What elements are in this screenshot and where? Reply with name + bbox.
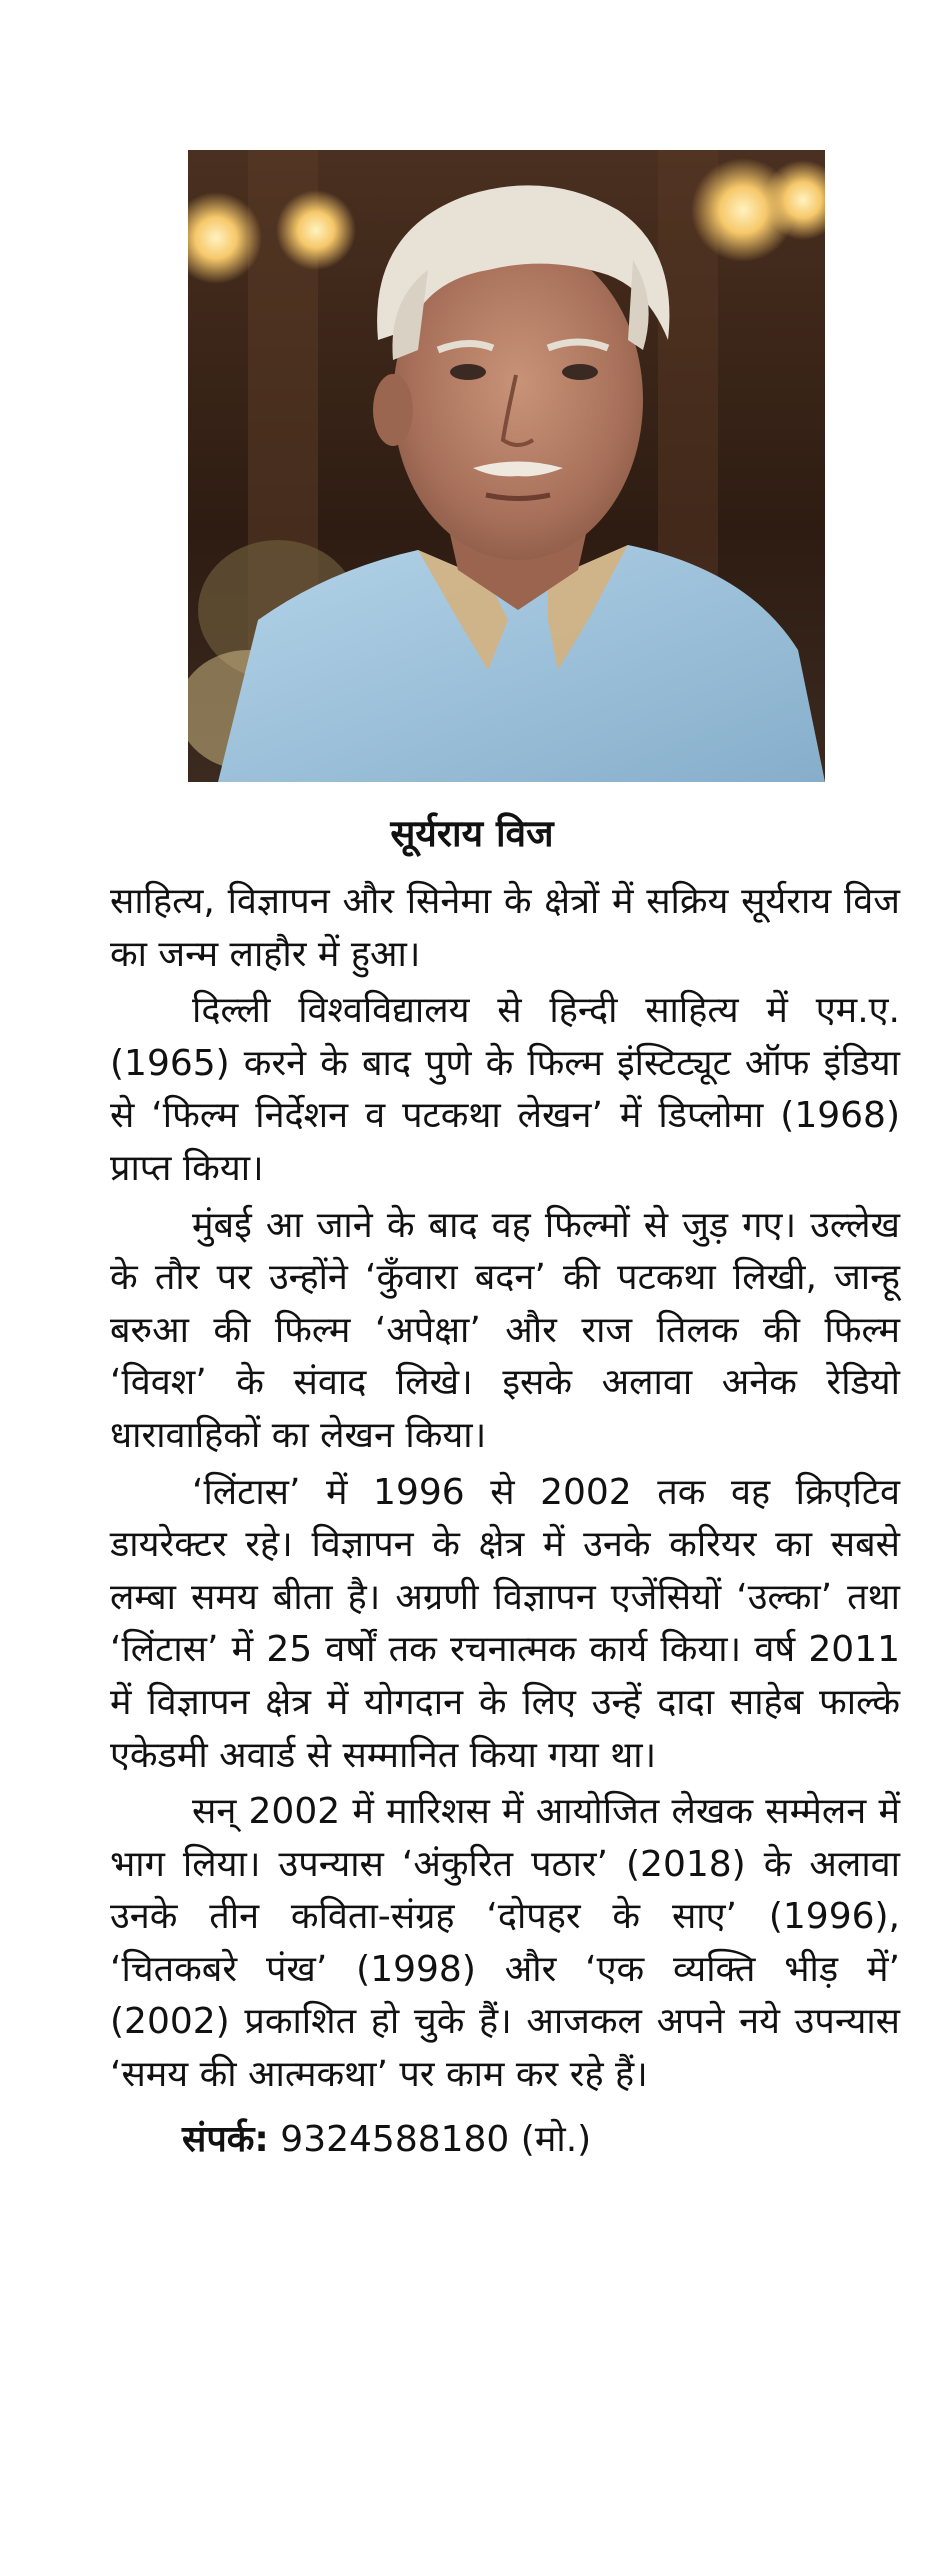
portrait-caption: सूर्यराय विज xyxy=(390,812,554,855)
author-portrait xyxy=(188,150,825,782)
bio-paragraph-advertising: ‘लिंटास’ में 1996 से 2002 तक वह क्रिएटिव डायरेक्टर रहे। विज्ञापन के क्षेत्र में उनके करियर का सबसे लम्बा समय बीता है। अग्रणी विज्ञापन एजेंसियों ‘उल्का’ तथा ‘लिंटास’ में 25 वर्षों तक रचनात्मक कार्य किया। वर्ष 2011 में विज्ञापन क्षेत्र में योगदान के लिए उन्हें दादा साहेब फाल्के एकेडमी अवार्ड से सम्मानित किया गया था। xyxy=(110,1471,900,1776)
contact-phone: 9324588180 xyxy=(280,2118,510,2160)
bio-paragraph-birth: साहित्य, विज्ञापन और सिनेमा के क्षेत्रों में सक्रिय सूर्यराय विज का जन्म लाहौर में हुआ। xyxy=(110,881,900,975)
contact-phone-suffix: (मो.) xyxy=(520,2118,592,2160)
bio-paragraph-education: दिल्ली विश्वविद्यालय से हिन्दी साहित्य में एम.ए. (1965) करने के बाद पुणे के फिल्म इंस्टिट्यूट ऑफ इंडिया से ‘फिल्म निर्देशन व पटकथा लेखन’ में डिप्लोमा (1968) प्राप्त किया। xyxy=(110,990,900,1189)
contact-line xyxy=(110,2114,900,2167)
author-biography xyxy=(110,876,900,2166)
contact-label: संपर्क: xyxy=(182,2118,269,2160)
bio-paragraph-films: मुंबई आ जाने के बाद वह फिल्मों से जुड़ गए। उल्लेख के तौर पर उन्होंने ‘कुँवारा बदन’ की पटकथा लिखी, जान्हू बरुआ की फिल्म ‘अपेक्षा’ और राज तिलक की फिल्म ‘विवश’ के संवाद लिखे। इसके अलावा अनेक रेडियो धारावाहिकों का लेखन किया। xyxy=(110,1204,900,1456)
portrait-illustration xyxy=(188,150,825,782)
bio-paragraph-literature: सन् 2002 में मारिशस में आयोजित लेखक सम्मेलन में भाग लिया। उपन्यास ‘अंकुरित पठार’ (2018) के अलावा उनके तीन कविता-संग्रह ‘दोपहर के साए’ (1996), ‘चितकबरे पंख’ (1998) और ‘एक व्यक्ति भीड़ में’ (2002) प्रकाशित हो चुके हैं। आजकल अपने नये उपन्यास ‘समय की आत्मकथा’ पर काम कर रहे हैं। xyxy=(110,1791,900,2096)
